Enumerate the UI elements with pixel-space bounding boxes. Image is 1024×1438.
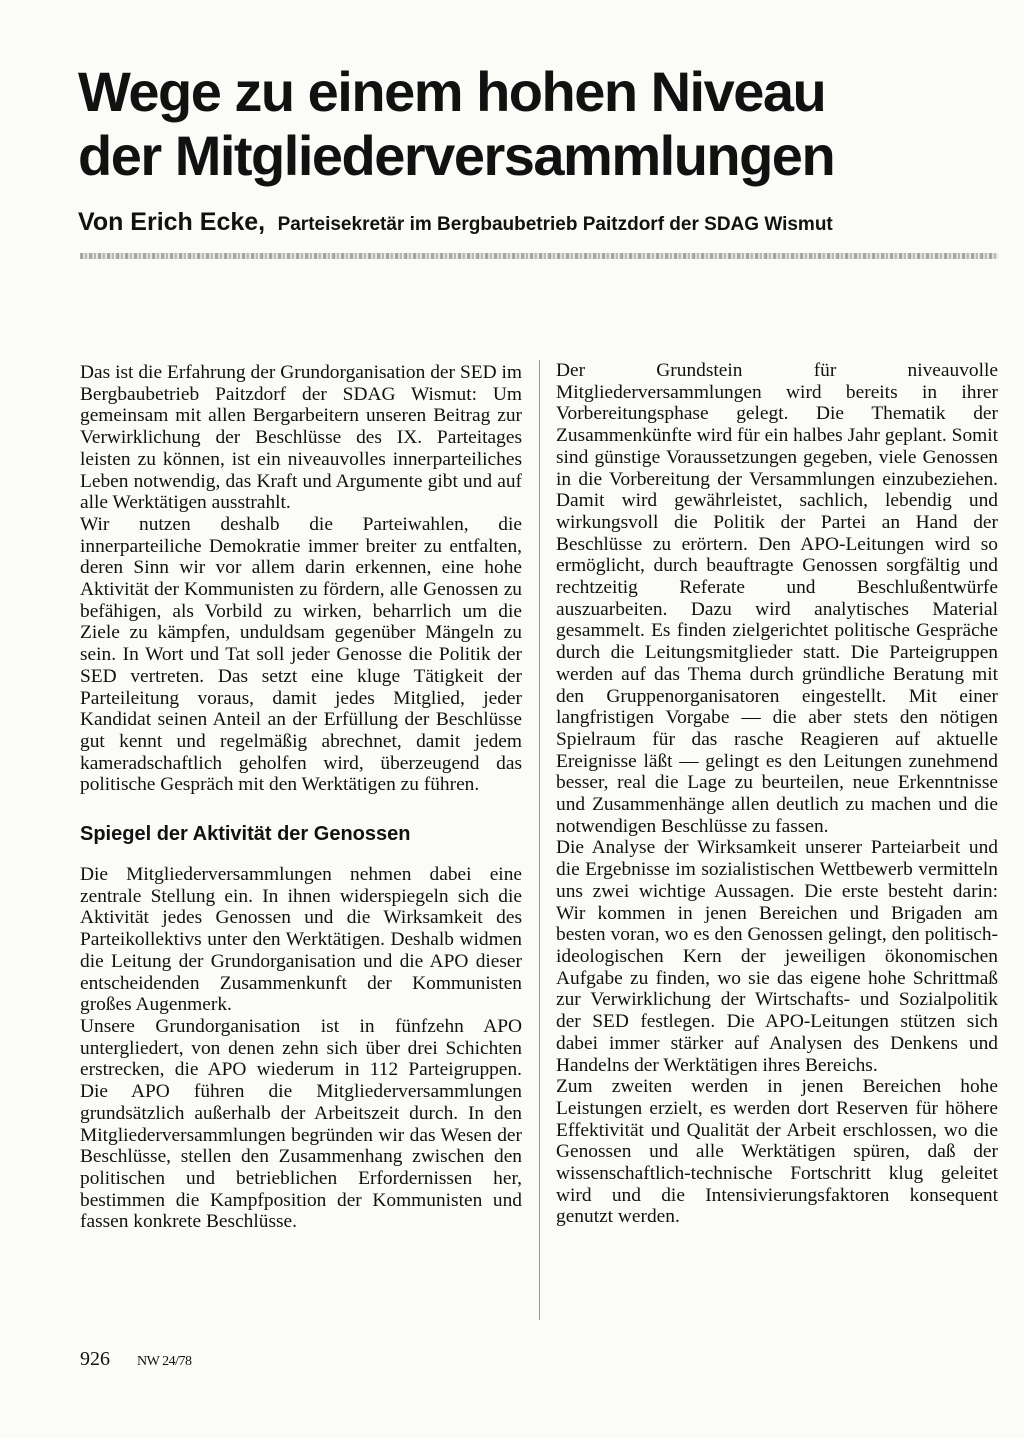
byline (78, 208, 1008, 237)
byline-author: Von Erich Ecke, (78, 208, 266, 236)
column-divider (539, 360, 540, 1320)
byline-role: Parteisekretär im Bergbaubetrieb Paitzdorf der SDAG Wismut (277, 214, 833, 235)
right-column (556, 360, 998, 1228)
left-paragraph-1: Das ist die Erfahrung der Grundorganisation der SED im Bergbaubetrieb Paitzdorf der SDAG Wismut: Um gemeinsam mit allen Bergarbeitern unseren Beitrag zur Verwirklichung der Beschlüsse des IX. Parteitages leisten zu können, ist ein niveauvolles innerparteiliches Leben notwendig, das Kraft und Argumente gibt und auf alle Werktätigen ausstrahlt. (80, 362, 522, 514)
right-paragraph-1: Der Grundstein für niveauvolle Mitgliederversammlungen wird bereits in ihrer Vorbereitungsphase gelegt. Die Thematik der Zusammenkünfte wird für ein halbes Jahr geplant. Somit sind günstige Voraussetzungen gegeben, viele Genossen in die Vorbereitung der Versammlungen einzubeziehen. Damit wird gewährleistet, sachlich, lebendig und wirkungsvoll die Politik der Partei an Hand der Beschlüsse zu erörtern. Den APO-Leitungen wird so ermöglicht, durch beauftragte Genossen sorgfältig und rechtzeitig Referate und Beschlußentwürfe auszuarbeiten. Dazu wird analytisches Material gesammelt. Es finden zielgerichtet politische Gespräche durch die Leitungsmitglieder statt. Die Parteigruppen werden auf das Thema durch gründliche Beratung mit den Gruppenorganisatoren eingestellt. Mit einer langfristigen Vorgabe — die aber stets den nötigen Spielraum für das rasche Reagieren auf aktuelle Ereignisse läßt — gelingt es den Leitungen zunehmend besser, real die Lage zu beurteilen, neue Erkenntnisse und Zusammenhänge allen deutlich zu machen und die notwendigen Beschlüsse zu fassen. (556, 360, 998, 837)
section-subheading: Spiegel der Aktivität der Genossen (80, 823, 411, 846)
left-paragraph-4: Unsere Grundorganisation ist in fünfzehn APO untergliedert, von denen zehn sich über drei Schichten erstrecken, die APO wiederum in 112 Parteigruppen. Die APO führen die Mitgliederversammlungen grundsätzlich außerhalb der Arbeitszeit durch. In den Mitgliederversammlungen begründen wir das Wesen der Beschlüsse, stellen den Zusammenhang zwischen den politischen und betrieblichen Erfordernissen her, bestimmen die Kampfposition der Kommunisten und fassen konkrete Beschlüsse. (80, 1015, 522, 1233)
headline-line-1: Wege zu einem hohen Niveau (78, 60, 826, 123)
page-number: 926 (80, 1348, 110, 1370)
left-paragraph-3: Die Mitgliederversammlungen nehmen dabei eine zentrale Stellung ein. In ihnen widerspiegeln sich die Aktivität jedes Genossen und die Wirksamkeit des Parteikollektivs unter den Werktätigen. Deshalb widmen die Leitung der Grundorganisation und die APO dieser entscheidenden Zusammenkunft der Kommunisten großes Augenmerk. (80, 864, 522, 1016)
right-paragraph-2: Die Analyse der Wirksamkeit unserer Parteiarbeit und die Ergebnisse im sozialistischen Wettbewerb vermitteln uns zwei wichtige Aussagen. Die erste besteht darin: Wir kommen in jenen Bereichen und Brigaden am besten voran, wo es den Genossen gelingt, den politisch-ideologischen Kern der jeweiligen ökonomischen Aufgabe zu finden, wo sie das eigene hohe Schrittmaß zur Verwirklichung der Wirtschafts- und Sozialpolitik der SED festlegen. Die APO-Leitungen stützen sich dabei immer stärker auf Analysen des Denkens und Handelns der Werktätigen ihres Bereichs. (556, 837, 998, 1076)
article-headline (78, 60, 978, 188)
issue-reference: NW 24/78 (137, 1354, 192, 1369)
headline-line-2: der Mitgliederversammlungen (78, 124, 835, 187)
page-footer (80, 1348, 191, 1371)
left-paragraph-2: Wir nutzen deshalb die Parteiwahlen, die innerparteiliche Demokratie immer breiter zu entfalten, deren Sinn wir vor allem darin erkennen, eine hohe Aktivität der Kommunisten zu fördern, alle Genossen zu befähigen, als Vorbild zu wirken, beharrlich um die Ziele zu kämpfen, unduldsam gegenüber Mängeln zu sein. In Wort und Tat soll jeder Genosse die Politik der SED vertreten. Das setzt eine kluge Tätigkeit der Parteileitung voraus, damit jedes Mitglied, jeder Kandidat seinen Anteil an der Erfüllung der Beschlüsse gut kennt und regelmäßig abrechnet, damit jedem kameradschaftlich geholfen wird, überzeugend das politische Gespräch mit den Werktätigen zu führen. (80, 513, 522, 796)
header-rule (80, 253, 998, 259)
left-column (80, 362, 522, 1233)
right-paragraph-3: Zum zweiten werden in jenen Bereichen hohe Leistungen erzielt, es werden dort Reserven für höhere Effektivität und Qualität der Arbeit erschlossen, wo die Genossen und alle Werktätigen spüren, daß der wissenschaftlich-technische Fortschritt klug geleitet wird und die Intensivierungsfaktoren konsequent genutzt werden. (556, 1076, 998, 1228)
